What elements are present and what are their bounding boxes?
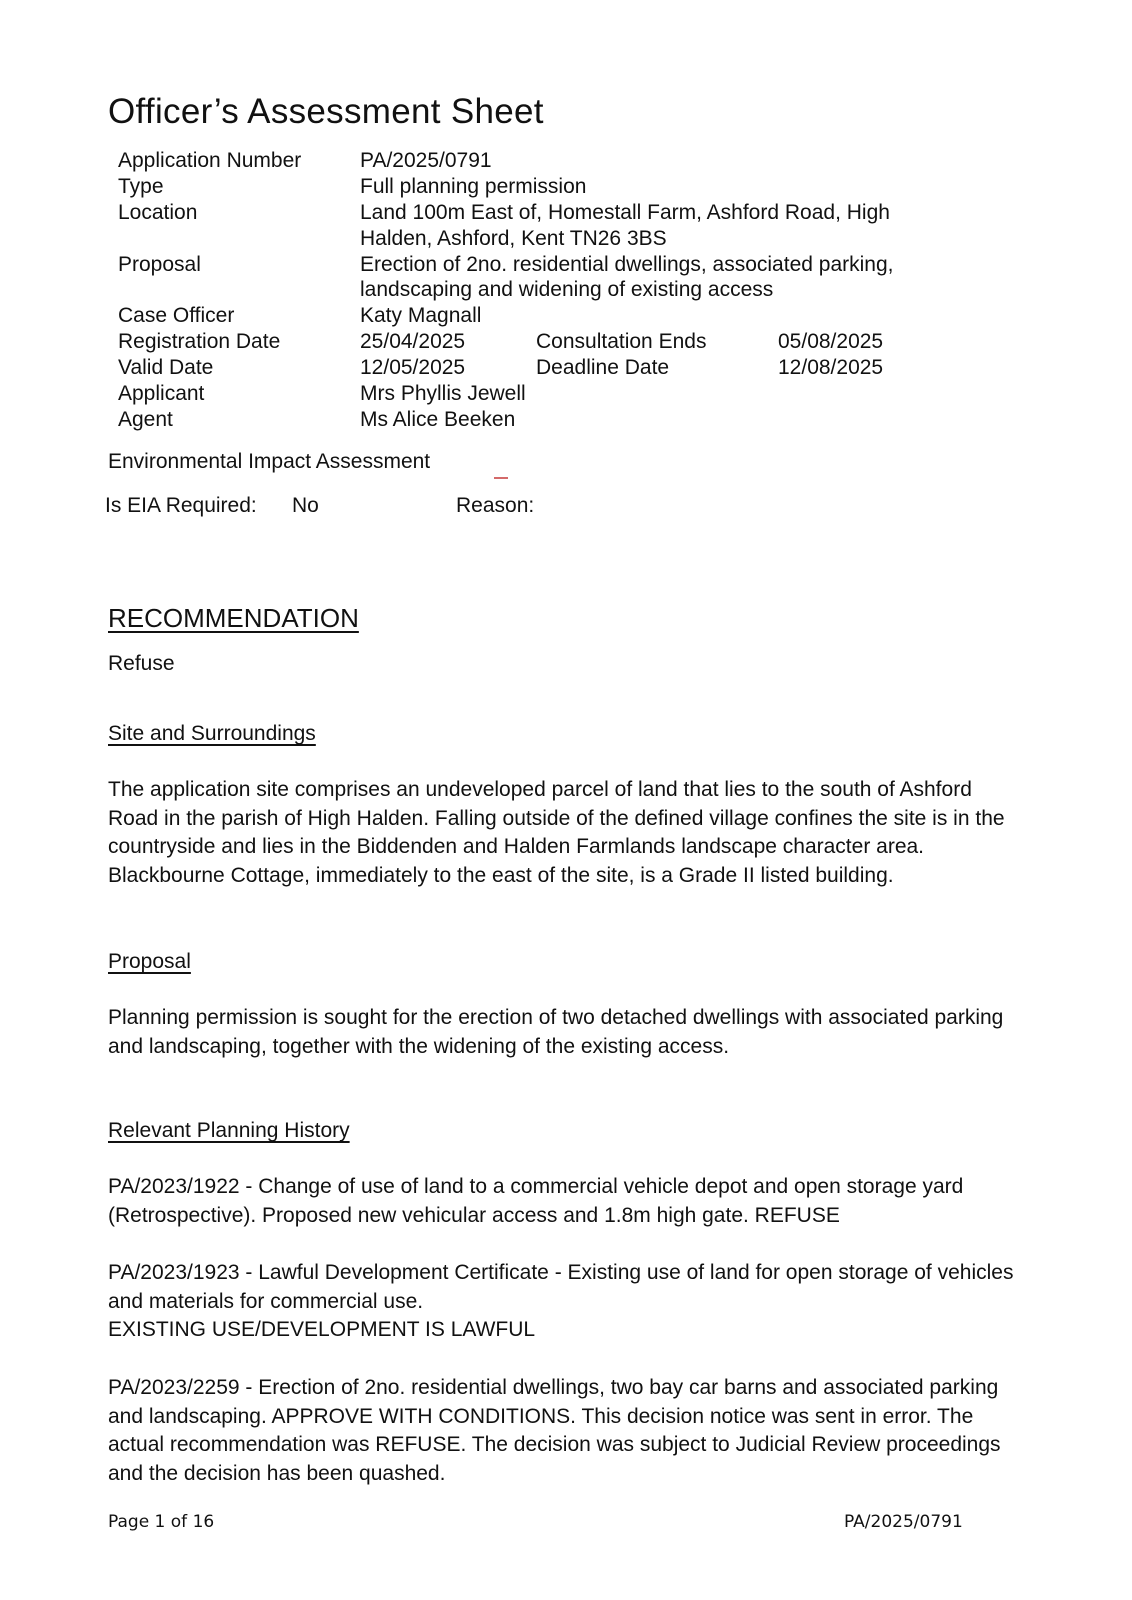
eia-required-value: No (292, 494, 319, 517)
consultation-ends-label: Consultation Ends (536, 330, 707, 353)
location-label: Location (118, 201, 198, 224)
site-text: The application site comprises an undeveloped parcel of land that lies to the south of Ashford Road in the parish of High Halden. Falling outside of the defined village confines the site is in the countryside and lies in the Biddenden and Halden Farmlands landscape character area. Blackbourne Cottage, immediately to the east of the site, is a Grade II listed building. (108, 778, 1005, 887)
deadline-date-value: 12/08/2025 (778, 356, 884, 379)
footer-reference: PA/2025/0791 (844, 1512, 963, 1532)
eia-reason-label: Reason: (456, 494, 535, 517)
history-entry-outcome: EXISTING USE/DEVELOPMENT IS LAWFUL (108, 1318, 536, 1341)
valid-date-value: 12/05/2025 (360, 356, 466, 379)
proposal-label: Proposal (118, 253, 201, 276)
application-number-label: Application Number (118, 149, 302, 172)
proposal-value-line2: landscaping and widening of existing access (360, 278, 774, 301)
recommendation-value: Refuse (108, 652, 175, 675)
valid-date-label: Valid Date (118, 356, 214, 379)
history-heading: Relevant Planning History (108, 1119, 350, 1142)
registration-date-label: Registration Date (118, 330, 281, 353)
case-officer-label: Case Officer (118, 304, 235, 327)
history-entry: PA/2023/2259 - Erection of 2no. residential dwellings, two bay car barns and associated parking and landscaping. APPROVE WITH CONDITIONS. This decision notice was sent in error. The actual recommendation was REFUSE. The decision was subject to Judicial Review proceedings and the decision has been quashed. (108, 1376, 1001, 1485)
consultation-ends-value: 05/08/2025 (778, 330, 884, 353)
deadline-date-label: Deadline Date (536, 356, 670, 379)
registration-date-value: 25/04/2025 (360, 330, 466, 353)
agent-label: Agent (118, 408, 173, 431)
agent-value: Ms Alice Beeken (360, 408, 516, 431)
application-number-value: PA/2025/0791 (360, 149, 492, 172)
location-value-line1: Land 100m East of, Homestall Farm, Ashford Road, High (360, 201, 890, 224)
applicant-value: Mrs Phyllis Jewell (360, 382, 526, 405)
site-heading: Site and Surroundings (108, 722, 316, 745)
proposal-text: Planning permission is sought for the erection of two detached dwellings with associated parking and landscaping, together with the widening of the existing access. (108, 1006, 1004, 1058)
case-officer-value: Katy Magnall (360, 304, 482, 327)
type-value: Full planning permission (360, 175, 587, 198)
eia-required-label: Is EIA Required: (105, 494, 257, 517)
page-title: Officer’s Assessment Sheet (108, 92, 544, 131)
proposal-heading: Proposal (108, 950, 191, 973)
location-value-line2: Halden, Ashford, Kent TN26 3BS (360, 227, 667, 250)
history-entry: PA/2023/1923 - Lawful Development Certificate - Existing use of land for open storage of vehicles and materials for commercial use. (108, 1261, 1014, 1313)
type-label: Type (118, 175, 164, 198)
page-number: Page 1 of 16 (108, 1512, 215, 1532)
proposal-value-line1: Erection of 2no. residential dwellings, associated parking, (360, 253, 894, 276)
recommendation-heading: RECOMMENDATION (108, 603, 359, 633)
applicant-label: Applicant (118, 382, 205, 405)
eia-heading: Environmental Impact Assessment (108, 450, 431, 473)
annotation-mark (494, 477, 508, 479)
history-entry: PA/2023/1922 - Change of use of land to a commercial vehicle depot and open storage yard (Retrospective). Proposed new vehicular access and 1.8m high gate. REFUSE (108, 1175, 964, 1227)
